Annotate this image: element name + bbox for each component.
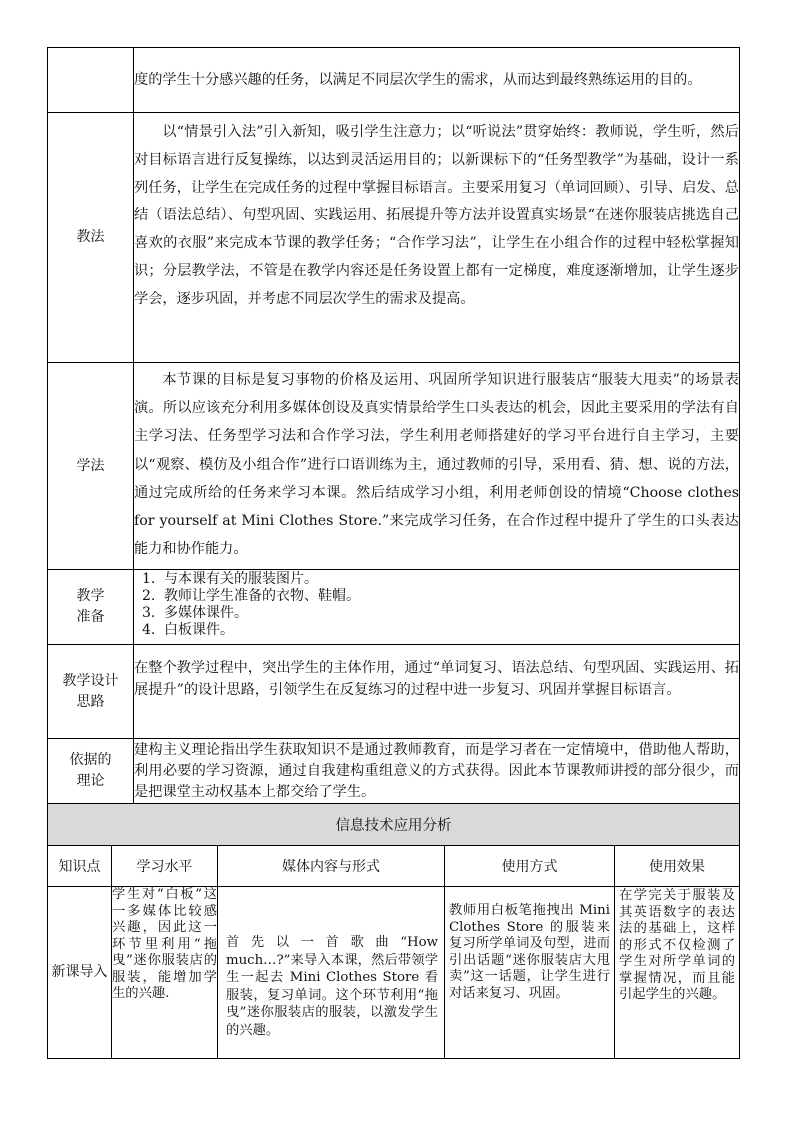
prep-list (134, 571, 739, 639)
list-item: 2. 教师让学生准备的衣物、鞋帽。 (142, 588, 360, 604)
prep-row (48, 570, 740, 645)
prep-label-1: 教学 (76, 588, 105, 604)
list-item: 3. 多媒体课件。 (142, 605, 248, 621)
method-row (48, 113, 740, 363)
prep-label-2: 准备 (76, 609, 105, 625)
list-item: 1. 与本课有关的服装图片。 (142, 571, 318, 587)
theory-label-2: 理论 (76, 773, 105, 789)
design-text: 在整个教学过程中，突出学生的主体作用，通过“单词复习、语法总结、句型巩固、实践运用、拓展提升”的设计思路，引领学生在反复练习的过程中进一步复习、巩固并掌握目标语言。 (134, 645, 740, 739)
learning-label: 学法 (48, 363, 134, 570)
method-label: 教法 (48, 113, 134, 363)
theory-text: 建构主义理论指出学生获取知识不是通过教师教育，而是学习者在一定情境中，借助他人帮助，利用必要的学习资源，通过自我建构重组意义的方式获得。因此本节课教师讲授的部分很少，而是把课堂主动权基本上都交给了学生。 (134, 739, 740, 804)
table-cell-usage: 教师用白板笔拖拽出 Mini Clothes Store 的服装来复习所学单词及句型，进而引出话题“迷你服装店大甩卖”这一话题，让学生进行对话来复习、巩固。 (445, 887, 615, 1059)
continuation-label-cell (48, 48, 134, 113)
table-cell-point: 新课导入 (48, 887, 112, 1059)
lesson-plan-table (47, 47, 740, 804)
table-cell-level: 学生对“白板”这一多媒体比较感兴趣，因此这一环节里利用“拖曳”迷你服装店的服装，能增加学生的兴趣. (112, 887, 218, 1059)
table-header-row (48, 846, 740, 887)
continuation-row (48, 48, 740, 113)
theory-row (48, 739, 740, 804)
list-item: 4. 白板课件。 (142, 622, 234, 638)
column-header: 使用方式 (445, 846, 615, 887)
design-label-1: 教学设计 (62, 672, 119, 689)
continuation-text: 度的学生十分感兴趣的任务，以满足不同层次学生的需求，从而达到最终熟练运用的目的。 (134, 48, 740, 113)
column-header: 使用效果 (615, 846, 740, 887)
section-header-row (48, 804, 740, 846)
document-page (47, 47, 739, 1059)
learning-text: 本节课的目标是复习事物的价格及运用、巩固所学知识进行服装店“服装大甩卖”的场景表演。所以应该充分利用多媒体创设及真实情景给学生口头表达的机会，因此主要采用的学法有自主学习法、任务型学习法和合作学习法，学生利用老师搭建好的学习平台进行自主学习，主要以“观察、模仿及小组合作”进行口语训练为主，通过教师的引导，采用看、猜、想、说的方法，通过完成所给的任务来学习本课。然后结成学习小组，利用老师创设的情境“Choose clothes for yourself at Mini Clothes Store.”来完成学习任务，在合作过程中提升了学生的口头表达能力和协作能力。 (134, 372, 739, 558)
column-header: 知识点 (48, 846, 112, 887)
it-analysis-table (47, 803, 740, 1059)
section-title: 信息技术应用分析 (48, 804, 740, 846)
design-row (48, 645, 740, 739)
design-label-2: 思路 (76, 693, 105, 710)
method-text: 以“情景引入法”引入新知，吸引学生注意力；以“听说法”贯穿始终：教师说，学生听，然后对目标语言进行反复操练，以达到灵活运用目的；以新课标下的“任务型教学”为基础，设计一系列任务，让学生在完成任务的过程中掌握目标语言。主要采用复习（单词回顾）、引导、启发、总结（语法总结）、句型巩固、实践运用、拓展提升等方法并设置真实场景“在迷你服装店挑选自己喜欢的衣服”来完成本节课的教学任务；“合作学习法”，让学生在小组合作的过程中轻松掌握知识；分层教学法，不管是在教学内容还是任务设置上都有一定梯度，难度逐渐增加，让学生逐步学会，逐步巩固，并考虑不同层次学生的需求及提高。 (134, 124, 739, 307)
learning-row (48, 363, 740, 570)
column-header: 媒体内容与形式 (218, 846, 445, 887)
table-cell-effect: 在学完关于服装及其英语数字的表达法的基础上，这样的形式不仅检测了学生对所学单词的掌握情况，而且能引起学生的兴趣。 (615, 887, 740, 1059)
theory-label-1: 依据的 (69, 752, 112, 768)
column-header: 学习水平 (112, 846, 218, 887)
table-row (48, 887, 740, 1059)
table-cell-media: 首先以一首歌曲“How much…?”来导入本课，然后带领学生一起去 Mini Clothes Store 看服装，复习单词。这个环节利用“拖曳”迷你服装店的服装，以激发学生的兴趣。 (218, 887, 445, 1059)
